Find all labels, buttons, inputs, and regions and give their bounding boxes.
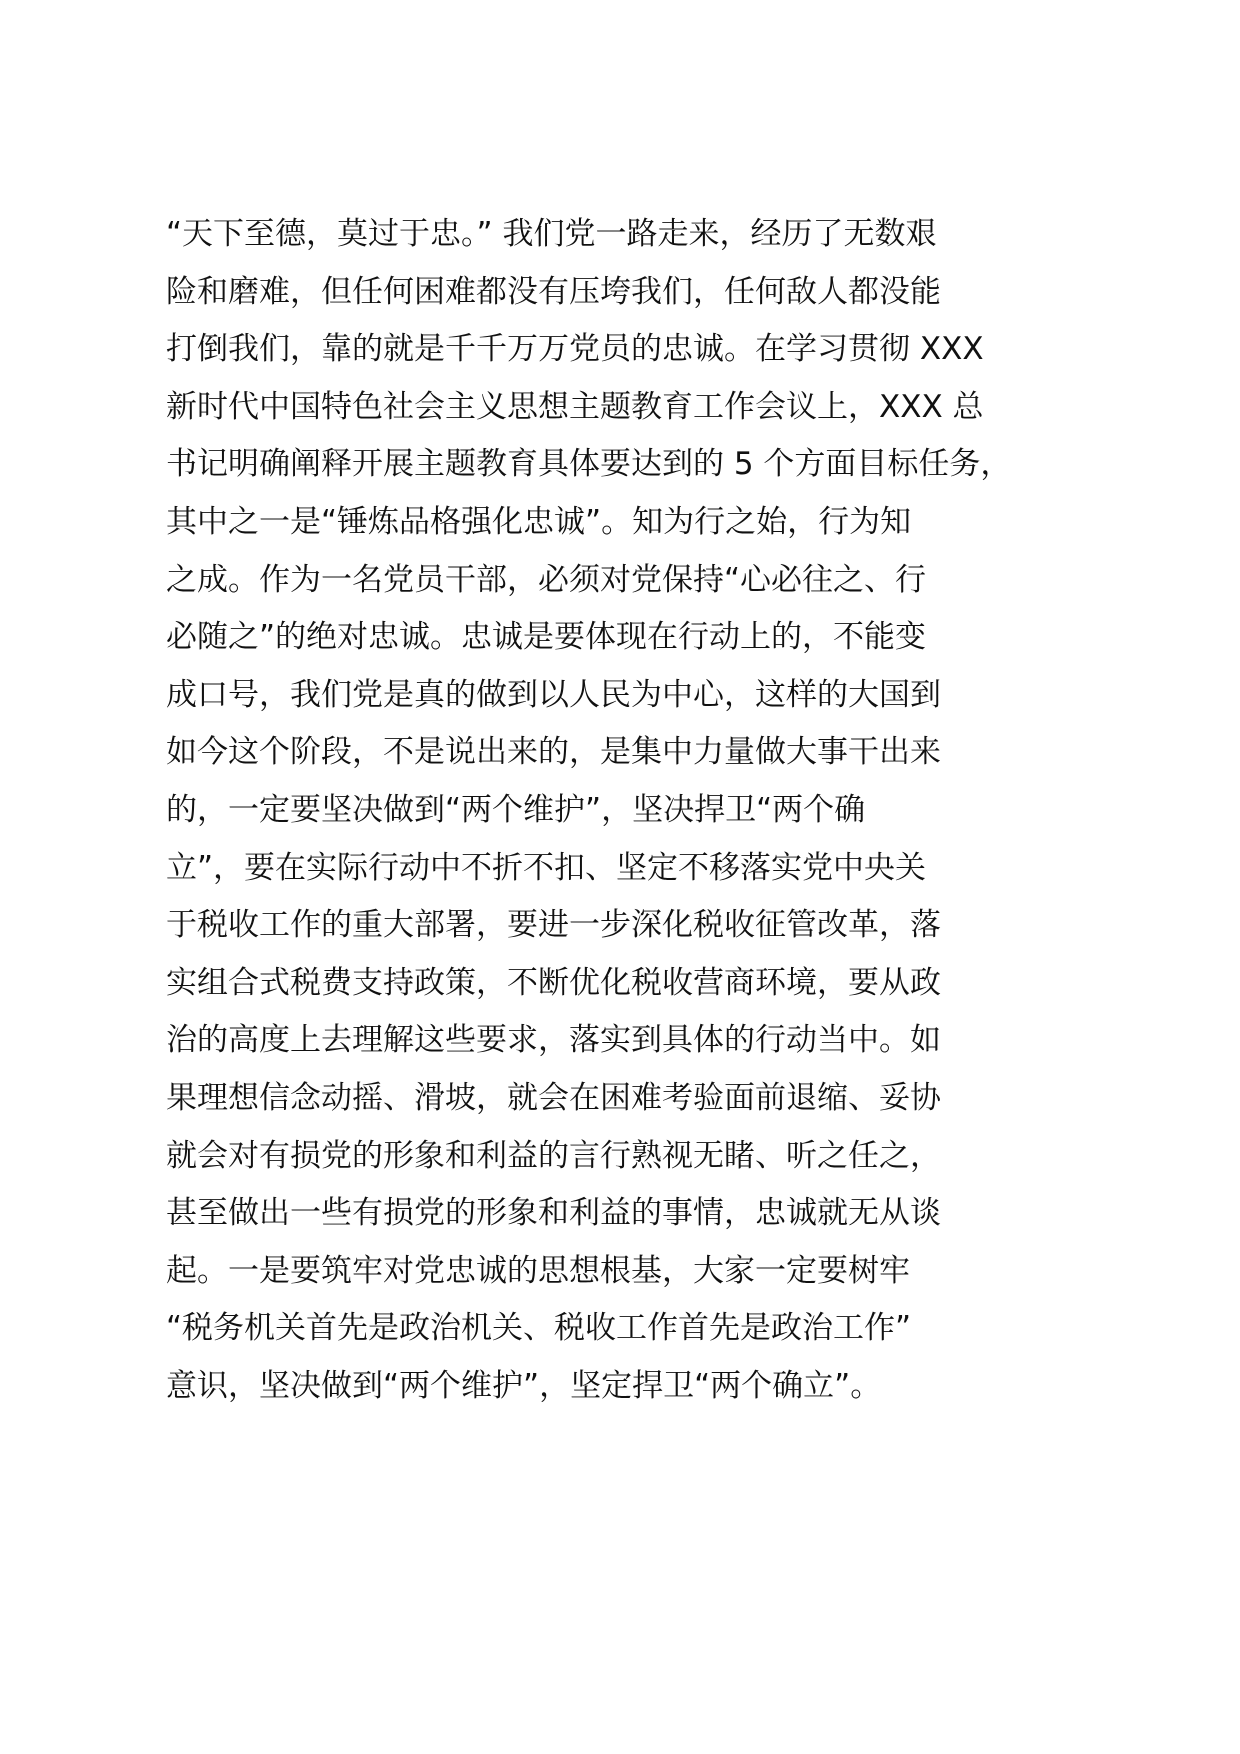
text-line: 甚至做出一些有损党的形象和利益的事情，忠诚就无从谈: [166, 1195, 941, 1232]
text-line: “天下至德，莫过于忠。” 我们党一路走来，经历了无数艰: [166, 216, 937, 252]
text-line: 于税收工作的重大部署，要进一步深化税收征管改革，落: [166, 907, 941, 944]
text-line: 成口号，我们党是真的做到以人民为中心，这样的大国到: [166, 676, 941, 713]
text-line: 的，一定要坚决做到“两个维护”，坚决捍卫“两个确: [166, 791, 866, 828]
text-line: 打倒我们，靠的就是千千万万党员的忠诚。在学习贯彻 XXX: [166, 331, 984, 368]
text-line: 书记明确阐释开展主题教育具体要达到的 5 个方面目标任务，: [166, 446, 1012, 483]
text-line: “税务机关首先是政治机关、税收工作首先是政治工作”: [166, 1310, 912, 1347]
text-line: 意识，坚决做到“两个维护”，坚定捍卫“两个确立”。: [166, 1367, 882, 1404]
text-line: 险和磨难，但任何困难都没有压垮我们，任何敌人都没能: [166, 273, 941, 310]
text-line: 如今这个阶段，不是说出来的，是集中力量做大事干出来: [166, 734, 941, 771]
text-line: 其中之一是“锤炼品格强化忠诚”。知为行之始，行为知: [166, 503, 912, 540]
text-line: 实组合式税费支持政策，不断优化税收营商环境，要从政: [166, 964, 941, 1001]
text-line: 治的高度上去理解这些要求，落实到具体的行动当中。如: [166, 1022, 941, 1059]
text-line: 必随之”的绝对忠诚。忠诚是要体现在行动上的，不能变: [166, 619, 927, 656]
text-line: 立”，要在实际行动中不折不扣、坚定不移落实党中央关: [166, 849, 927, 886]
text-line: 果理想信念动摇、滑坡，就会在困难考验面前退缩、妥协: [166, 1079, 941, 1116]
body-paragraph: [166, 206, 1012, 1415]
text-line: 之成。作为一名党员干部，必须对党保持“心必往之、行: [166, 561, 927, 598]
text-line: 新时代中国特色社会主义思想主题教育工作会议上，XXX 总: [166, 388, 984, 425]
text-line: 就会对有损党的形象和利益的言行熟视无睹、听之任之，: [166, 1137, 941, 1174]
text-line: 起。一是要筑牢对党忠诚的思想根基，大家一定要树牢: [166, 1252, 910, 1289]
